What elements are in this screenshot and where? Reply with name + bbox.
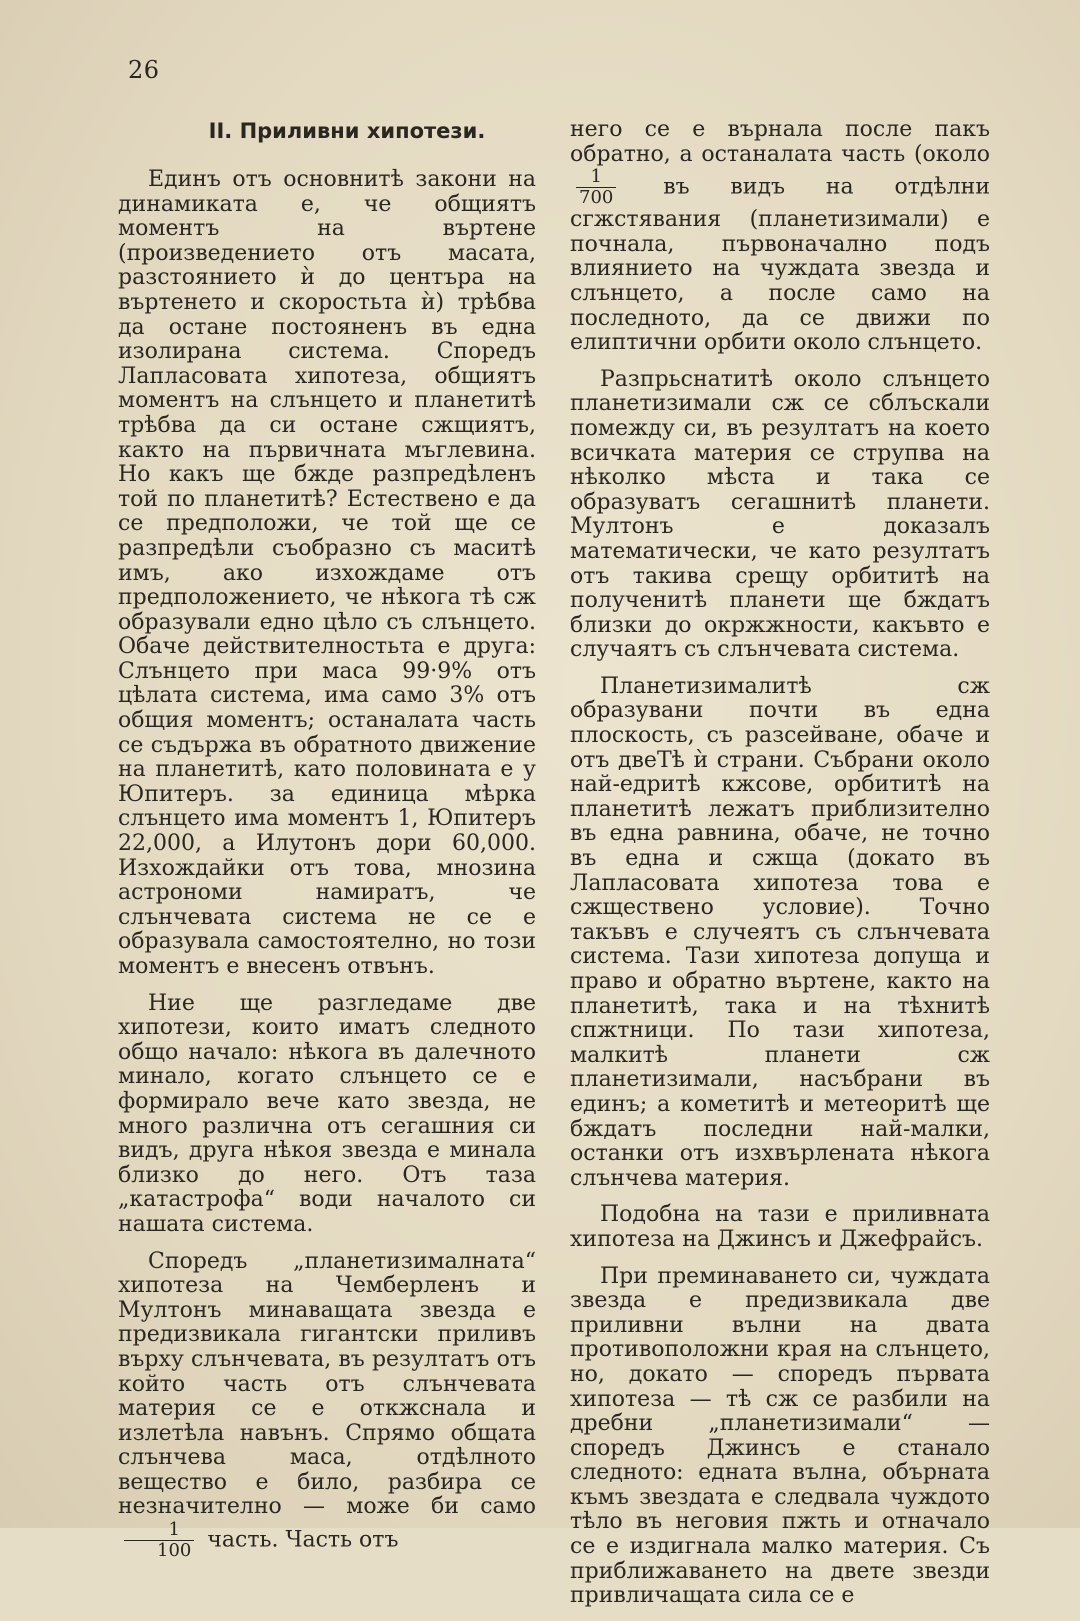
paragraph: Подобна на тази е приливната хипотеза на Джинсъ и Джефрайсъ. bbox=[570, 1202, 990, 1252]
fraction bbox=[124, 1520, 194, 1561]
fraction-numerator: 1 bbox=[124, 1520, 194, 1541]
paragraph-text: него се е върнала после пакъ обратно, а останалата часть (около bbox=[570, 117, 990, 167]
left-column bbox=[118, 118, 536, 1573]
paragraph-text: часть. Часть отъ bbox=[207, 1527, 399, 1553]
paragraph bbox=[118, 1250, 536, 1562]
paragraph bbox=[570, 118, 990, 356]
paragraph-text: Споредъ „планетизималната“ хипотеза на Чемберленъ и Мултонъ минаващата звезда е предизвикала гигантски приливъ върху слънчевата, въ резултатъ отъ който часть отъ слънчевата материя се е откжснала и излетѣла навънъ. Спрямо общата слънчева маса, отдѣлното вещество е било, разбира се незначително — може би само bbox=[118, 1248, 536, 1520]
right-column bbox=[570, 118, 990, 1621]
page-number: 26 bbox=[128, 56, 160, 84]
paragraph: При преминаването си, чуждата звезда е предизвикала две приливни вълни на двата противоположни края на слънцето, но, докато — споредъ първата хипотеза — тѣ сж се разбили на дребни „планетизимали“ — споредъ Джинсъ е станало следното: едната вълна, обърната къмъ звездата е следвала чуждото тѣло въ неговия пжть и отначало се е издигнала малко материя. Съ приближаването на двете звезди привличащата сила се е bbox=[570, 1263, 990, 1609]
fraction bbox=[576, 167, 616, 208]
fraction-denominator: 700 bbox=[579, 187, 614, 209]
paragraph-text: въ видъ на отдѣлни сгжстявания (планетизимали) е почнала, първоначално подъ влиянието на чуждата звезда и слънцето, а после само на последното, да се движи по елиптични орбити около слънцето. bbox=[570, 174, 990, 356]
paragraph: Единъ отъ основнитѣ закони на динамиката е, че общиятъ моментъ на въртене (произведението отъ масата, разстоянието ѝ до центъра на въртенето и скоростьта ѝ) трѣбва да остане постояненъ въ една изолирана система. Споредъ Лапласовата хипотеза, общиятъ моментъ на слънцето и планетитѣ трѣбва да си остане сжщиятъ, както на първичната мъглевина. Но какъ ще бжде разпредѣленъ той по планетитѣ? Естествено е да се предположи, че той ще се разпредѣли съобразно съ маситѣ имъ, ако изхождаме отъ предположението, че нѣкога тѣ сж образували едно цѣло съ слънцето. Обаче действителностьта е друга: Слънцето при маса 99·9% отъ цѣлата система, има само 3% отъ общия моментъ; останалата часть се съдържа въ обратното движение на планетитѣ, като половината е у Юпитеръ. за единица мѣрка слънцето има моментъ 1, Юпитеръ 22,000, а Илутонъ дори 60,000. Изхождайки отъ това, мнозина астрономи намиратъ, че слънчевата система не се е образувала самостоятелно, но този моментъ е внесенъ отвънъ. bbox=[118, 167, 536, 979]
fraction-denominator: 100 bbox=[157, 1540, 192, 1562]
paragraph: Ние ще разгледаме две хипотези, които иматъ следното общо начало: нѣкога въ далечното минало, когато слънцето се е формирало вече като звезда, не много различна отъ сегашния си видъ, друга нѣкоя звезда е минала близко до него. Отъ таза „катастрофа“ води началото си нашата система. bbox=[118, 990, 536, 1237]
fraction-numerator: 1 bbox=[576, 167, 616, 188]
paragraph: Планетизималитѣ сж образувани почти въ една плоскость, съ разсейване, обаче и отъ двеTѣ ѝ страни. Събрани около най-едритѣ кжсове, орбититѣ на планетитѣ лежатъ приблизително въ една равнина, обаче, не точно въ една и сжща (докато въ Лапласовата хипотеза това е сжществено условие). Точно такъвъ е случеятъ съ слънчевата система. Тази хипотеза допуща и право и обратно въртене, както на планетитѣ, така и на тѣхнитѣ спжтници. По тази хипотеза, малкитѣ планети сж планетизимали, насъбрани въ единъ; а кометитѣ и метеоритѣ ще бждатъ последни най-малки, останки отъ изхвърлената нѣкога слънчева материя. bbox=[570, 673, 990, 1191]
paragraph: Разпрьснатитѣ около слънцето планетизимали сж се сблъскали помежду си, въ резултатъ на което всичката материя се струпва на нѣколко мѣста и така се образуватъ сегашнитѣ планети. Мултонъ е доказалъ математически, че като резултатъ отъ такива срещу орбититѣ на полученитѣ планети ще бждатъ близки до окржжности, какъвто е случаятъ съ слънчевата система. bbox=[570, 366, 990, 663]
section-heading: II. Приливни хипотези. bbox=[208, 119, 486, 143]
